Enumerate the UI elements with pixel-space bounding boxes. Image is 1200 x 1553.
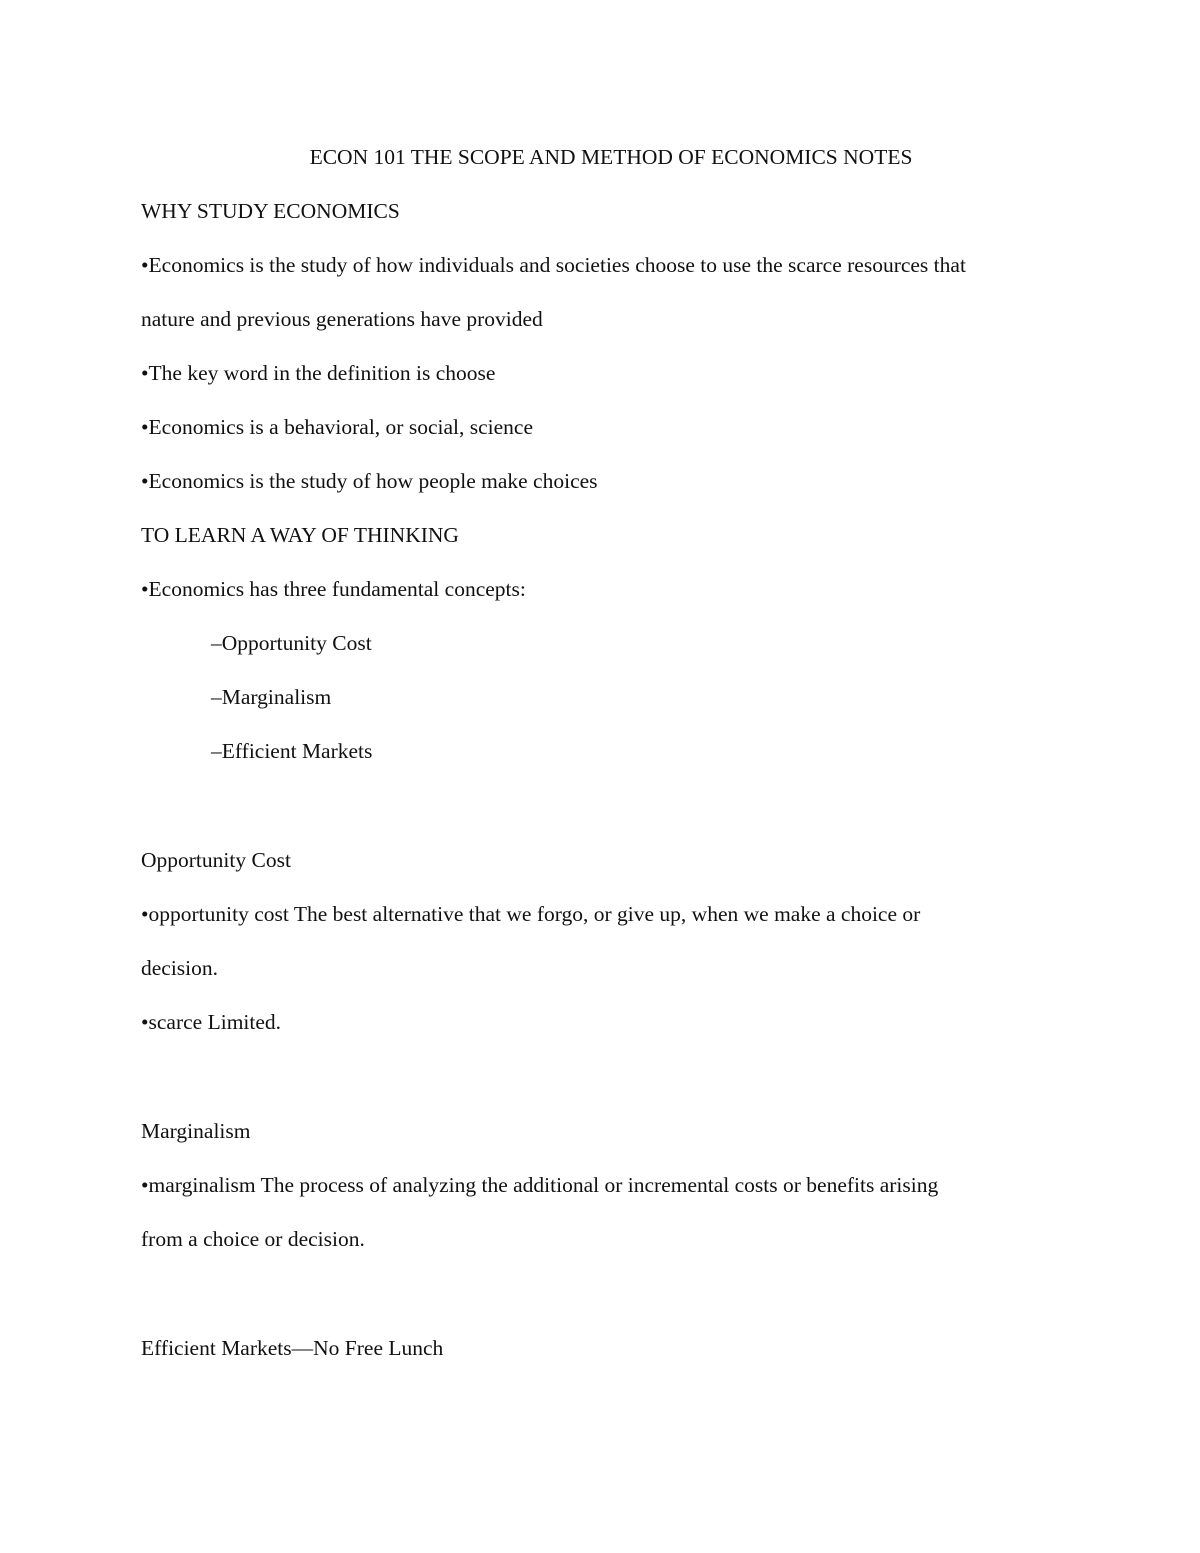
- bullet-marginalism-line2: from a choice or decision.: [141, 1227, 365, 1251]
- section-heading-opportunity-cost: Opportunity Cost: [141, 848, 291, 872]
- bullet-economics-definition-line1: •Economics is the study of how individuals and societies choose to use the scarce resources that: [141, 253, 966, 277]
- concept-item-marginalism: –Marginalism: [211, 685, 332, 709]
- bullet-key-word: •The key word in the definition is choose: [141, 361, 496, 385]
- document-title: ECON 101 THE SCOPE AND METHOD OF ECONOMICS NOTES: [309, 145, 913, 169]
- section-heading-why-study: WHY STUDY ECONOMICS: [141, 199, 400, 223]
- bullet-behavioral-science: •Economics is a behavioral, or social, science: [141, 415, 533, 439]
- bullet-marginalism-line1: •marginalism The process of analyzing the additional or incremental costs or benefits arising: [141, 1173, 939, 1197]
- section-heading-way-of-thinking: TO LEARN A WAY OF THINKING: [141, 523, 459, 547]
- bullet-economics-definition-line2: nature and previous generations have provided: [141, 307, 543, 331]
- concept-item-efficient-markets: –Efficient Markets: [211, 739, 373, 763]
- concept-item-opportunity-cost: –Opportunity Cost: [211, 631, 372, 655]
- bullet-people-choices: •Economics is the study of how people make choices: [141, 469, 598, 493]
- bullet-three-concepts: •Economics has three fundamental concepts:: [141, 577, 526, 601]
- section-heading-efficient-markets: Efficient Markets—No Free Lunch: [141, 1336, 444, 1360]
- bullet-opportunity-cost-line1: •opportunity cost The best alternative that we forgo, or give up, when we make a choice or: [141, 902, 921, 926]
- section-heading-marginalism: Marginalism: [141, 1119, 251, 1143]
- bullet-opportunity-cost-line2: decision.: [141, 956, 219, 980]
- bullet-scarce: •scarce Limited.: [141, 1010, 282, 1034]
